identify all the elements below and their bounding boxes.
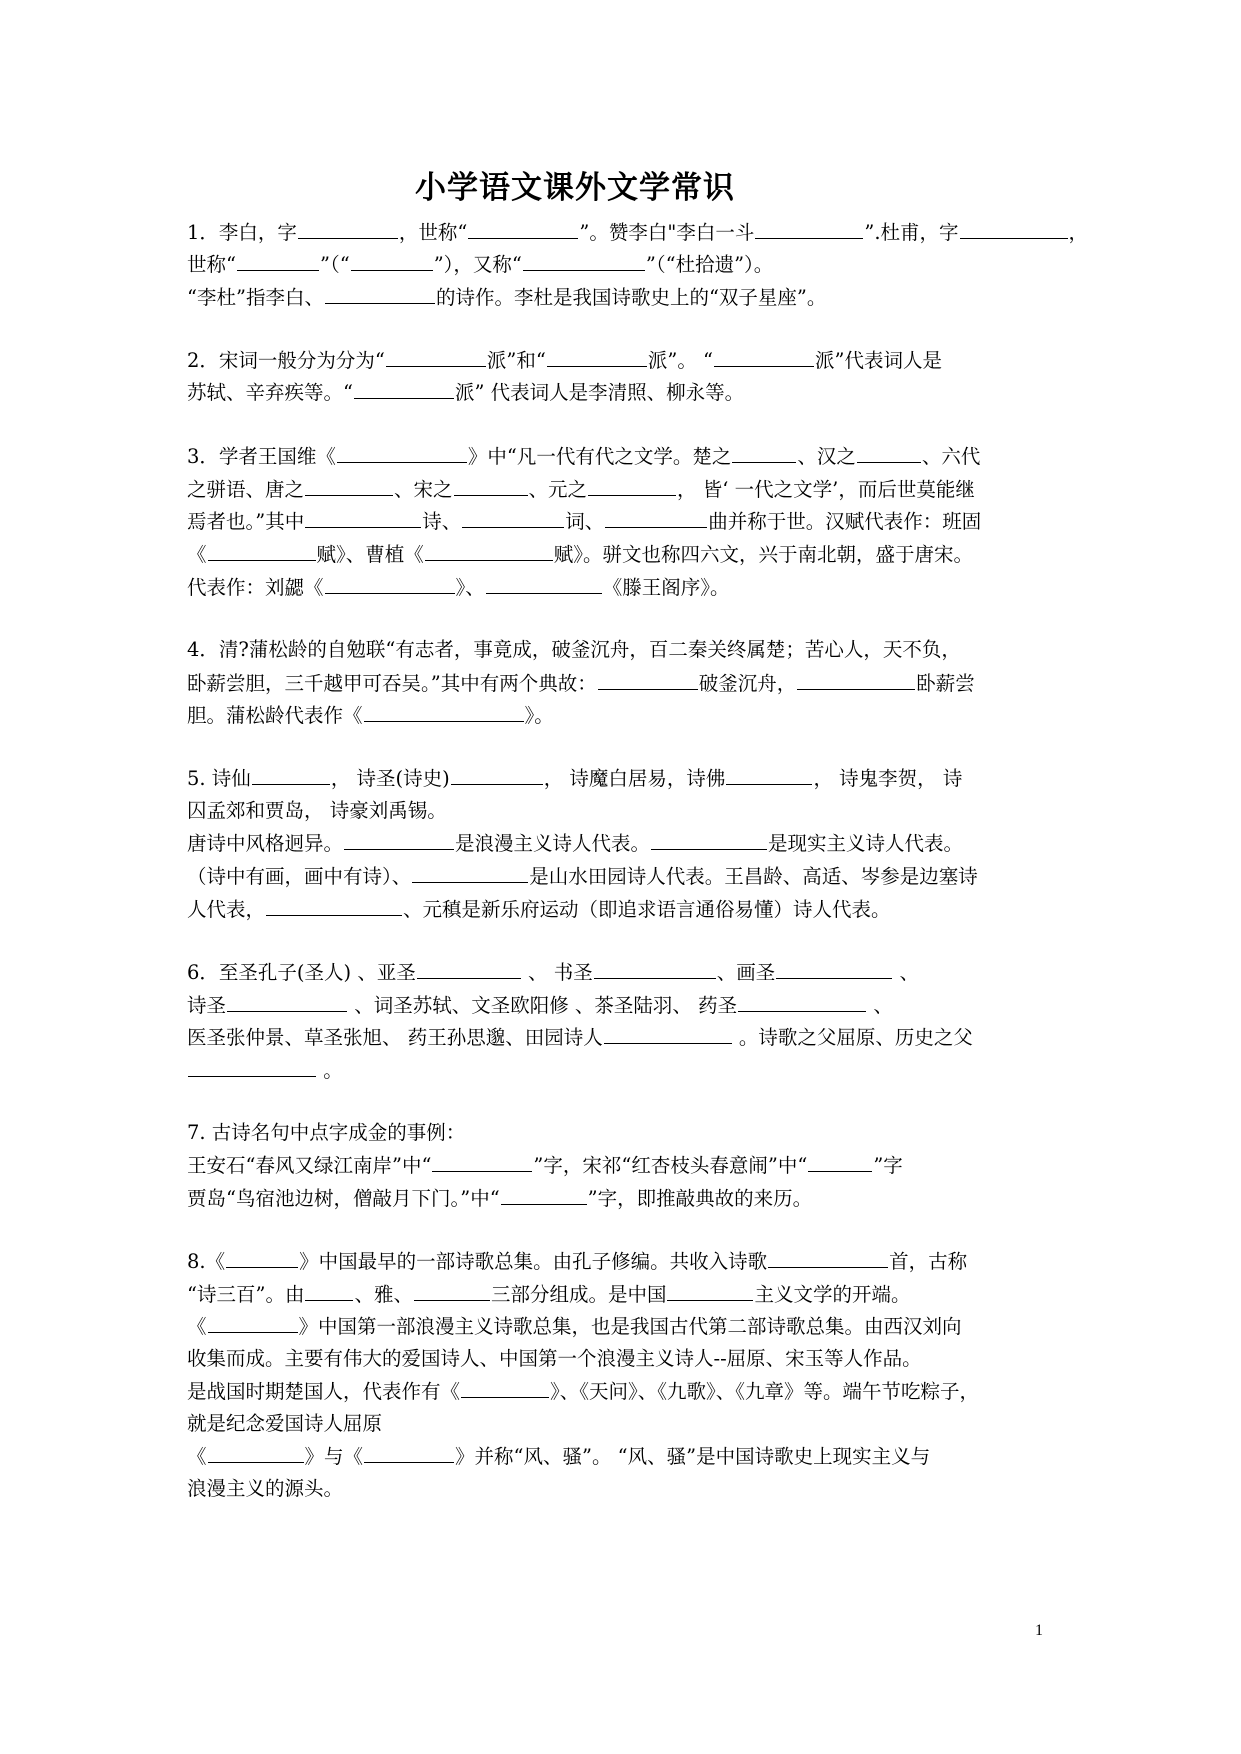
text-segment: 派”和“ bbox=[486, 349, 546, 372]
fill-in-blank[interactable] bbox=[776, 958, 892, 979]
text-segment: 唐诗中风格迥异。 bbox=[187, 832, 344, 855]
fill-in-blank[interactable] bbox=[454, 475, 528, 496]
fill-in-blank[interactable] bbox=[414, 1280, 490, 1301]
text-segment: 医圣张仲景、草圣张旭、 药王孙思邈、田园诗人 bbox=[187, 1026, 603, 1049]
fill-in-blank[interactable] bbox=[605, 507, 707, 528]
text-segment: 王安石“春风又绿江南岸”中“ bbox=[187, 1154, 432, 1177]
text-segment: 是浪漫主义诗人代表。 bbox=[455, 832, 651, 855]
fill-in-blank[interactable] bbox=[755, 218, 863, 239]
text-segment: 》、 bbox=[455, 576, 485, 599]
text-line bbox=[187, 669, 975, 697]
text-segment: 、 bbox=[867, 994, 893, 1017]
text-line bbox=[187, 218, 1088, 246]
fill-in-blank[interactable] bbox=[325, 283, 435, 304]
fill-in-blank[interactable] bbox=[252, 764, 330, 785]
text-segment: 》并称“风、骚”。 “风、骚”是中国诗歌史上现实主义与 bbox=[455, 1445, 931, 1468]
text-line bbox=[187, 862, 978, 890]
text-segment: 《 bbox=[187, 1315, 207, 1338]
text-segment: 3．学者王国维《 bbox=[187, 445, 336, 468]
text-segment: ，世称“ bbox=[398, 221, 468, 244]
fill-in-blank[interactable] bbox=[337, 442, 467, 463]
text-segment: 就是纪念爱国诗人屈原 bbox=[187, 1412, 383, 1435]
text-segment: 2．宋词一般分为分为“ bbox=[187, 349, 385, 372]
text-segment: ， 诗圣(诗史) bbox=[330, 767, 450, 790]
fill-in-blank[interactable] bbox=[523, 250, 645, 271]
text-segment: 词、 bbox=[565, 510, 605, 533]
text-line bbox=[187, 701, 554, 729]
text-segment: 、雅、 bbox=[354, 1283, 413, 1306]
text-segment: 《滕王阁序》。 bbox=[602, 576, 730, 599]
text-segment: 派”。 “ bbox=[647, 349, 713, 372]
text-segment: 、 bbox=[893, 961, 919, 984]
text-segment: 。诗歌之父屈原、历史之父 bbox=[732, 1026, 973, 1049]
text-line bbox=[187, 540, 973, 568]
text-line bbox=[187, 1475, 343, 1503]
fill-in-blank[interactable] bbox=[364, 1442, 454, 1463]
text-segment: ”。赞李白"李白一斗 bbox=[579, 221, 755, 244]
text-segment: 。 bbox=[317, 1059, 343, 1082]
text-segment: 世称“ bbox=[187, 253, 236, 276]
text-segment: ， bbox=[1068, 221, 1089, 244]
fill-in-blank[interactable] bbox=[547, 346, 647, 367]
fill-in-blank[interactable] bbox=[417, 958, 521, 979]
fill-in-blank[interactable] bbox=[960, 218, 1068, 239]
fill-in-blank[interactable] bbox=[325, 573, 455, 594]
text-line bbox=[187, 764, 962, 792]
text-segment: 、六代 bbox=[921, 445, 981, 468]
text-line bbox=[187, 1023, 973, 1051]
text-segment: ”字 bbox=[873, 1154, 903, 1177]
fill-in-blank[interactable] bbox=[857, 442, 921, 463]
text-line bbox=[187, 1119, 465, 1147]
text-segment: 、 书圣 bbox=[521, 961, 593, 984]
page-number: 1 bbox=[1035, 1622, 1043, 1639]
text-segment: 7. 古诗名句中点字成金的事例： bbox=[187, 1121, 466, 1144]
text-segment: ”（“杜拾遗”）。 bbox=[645, 253, 774, 276]
text-segment: 之骈语、唐之 bbox=[187, 478, 305, 501]
fill-in-blank[interactable] bbox=[714, 346, 814, 367]
fill-in-blank[interactable] bbox=[808, 1151, 872, 1172]
text-segment: 、词圣苏轼、文圣欧阳修 、茶圣陆羽、 药圣 bbox=[348, 994, 738, 1017]
text-segment: ”），又称“ bbox=[433, 253, 522, 276]
text-segment: 》。 bbox=[524, 704, 554, 727]
text-segment: 首，古称 bbox=[889, 1250, 968, 1273]
fill-in-blank[interactable] bbox=[667, 1280, 753, 1301]
text-segment: 《 bbox=[187, 1445, 207, 1468]
fill-in-blank[interactable] bbox=[462, 507, 564, 528]
text-line bbox=[187, 991, 893, 1019]
text-line bbox=[187, 895, 891, 923]
text-segment: 胆。蒲松龄代表作《 bbox=[187, 704, 363, 727]
fill-in-blank[interactable] bbox=[468, 218, 578, 239]
text-line bbox=[187, 250, 773, 278]
fill-in-blank[interactable] bbox=[432, 1151, 532, 1172]
text-segment: 破釜沉舟， bbox=[698, 672, 797, 695]
text-line bbox=[187, 797, 447, 825]
fill-in-blank[interactable] bbox=[451, 764, 543, 785]
text-segment: 、宋之 bbox=[394, 478, 453, 501]
text-segment: 、汉之 bbox=[797, 445, 856, 468]
fill-in-blank[interactable] bbox=[227, 991, 347, 1012]
text-segment: 6．至圣孔子(圣人) 、亚圣 bbox=[187, 961, 416, 984]
text-segment: 卧薪尝 bbox=[916, 672, 975, 695]
fill-in-blank[interactable] bbox=[226, 1247, 298, 1268]
text-line bbox=[187, 958, 919, 986]
page-title: 小学语文课外文学常识 bbox=[415, 170, 735, 206]
text-segment: 、元之 bbox=[528, 478, 588, 501]
text-line bbox=[187, 1410, 382, 1438]
text-line bbox=[187, 1151, 903, 1179]
text-segment: “诗三百”。由 bbox=[187, 1283, 305, 1306]
text-segment: ， 诗鬼李贺， 诗 bbox=[813, 767, 963, 790]
text-segment: 囚孟郊和贾岛， 诗豪刘禹锡。 bbox=[187, 799, 447, 822]
text-segment: 是现实主义诗人代表。 bbox=[768, 832, 964, 855]
text-line bbox=[187, 1184, 812, 1212]
text-segment: 是山水田园诗人代表。王昌龄、高适、岑参是边塞诗 bbox=[529, 865, 978, 888]
text-segment: 浪漫主义的源头。 bbox=[187, 1477, 344, 1500]
fill-in-blank[interactable] bbox=[726, 764, 812, 785]
fill-in-blank[interactable] bbox=[386, 346, 486, 367]
text-line bbox=[187, 442, 980, 470]
fill-in-blank[interactable] bbox=[298, 218, 398, 239]
text-line bbox=[187, 475, 975, 503]
text-line bbox=[187, 283, 826, 311]
text-segment: 曲并称于世。汉赋代表作：班固 bbox=[708, 510, 982, 533]
fill-in-blank[interactable] bbox=[486, 573, 602, 594]
text-segment: 5. 诗仙 bbox=[187, 767, 251, 790]
fill-in-blank[interactable] bbox=[732, 442, 796, 463]
fill-in-blank[interactable] bbox=[354, 378, 454, 399]
text-segment: 诗、 bbox=[422, 510, 462, 533]
fill-in-blank[interactable] bbox=[351, 250, 433, 271]
text-segment: ”字，即推敲典故的来历。 bbox=[587, 1187, 813, 1210]
fill-in-blank[interactable] bbox=[604, 1023, 732, 1044]
fill-in-blank[interactable] bbox=[425, 540, 553, 561]
text-segment: 主义文学的开端。 bbox=[754, 1283, 911, 1306]
text-segment: 是战国时期楚国人，代表作有《 bbox=[187, 1380, 461, 1403]
text-line bbox=[187, 1280, 911, 1308]
fill-in-blank[interactable] bbox=[594, 958, 716, 979]
fill-in-blank[interactable] bbox=[501, 1184, 587, 1205]
fill-in-blank[interactable] bbox=[208, 540, 316, 561]
text-segment: ”（“ bbox=[319, 253, 350, 276]
fill-in-blank[interactable] bbox=[738, 991, 866, 1012]
text-segment: ， 皆‘ 一代之文学’，而后世莫能继 bbox=[677, 478, 975, 501]
text-line bbox=[187, 507, 981, 535]
text-line bbox=[187, 573, 730, 601]
text-segment: 》中“凡一代有代之文学。楚之 bbox=[467, 445, 732, 468]
text-line bbox=[187, 1377, 979, 1405]
text-segment: 收集而成。主要有伟大的爱国诗人、中国第一个浪漫主义诗人--屈原、宋玉等人作品。 bbox=[187, 1347, 922, 1370]
text-segment: 》中国第一部浪漫主义诗歌总集，也是我国古代第二部诗歌总集。由西汉刘向 bbox=[298, 1315, 962, 1338]
fill-in-blank[interactable] bbox=[344, 829, 454, 850]
text-line bbox=[187, 1442, 930, 1470]
fill-in-blank[interactable] bbox=[237, 250, 319, 271]
text-line bbox=[187, 636, 961, 664]
fill-in-blank[interactable] bbox=[412, 862, 528, 883]
text-segment: 《 bbox=[187, 543, 207, 566]
text-segment: 8.《 bbox=[187, 1250, 226, 1273]
text-segment: 卧薪尝胆，三千越甲可吞吴。”其中有两个典故： bbox=[187, 672, 597, 695]
fill-in-blank[interactable] bbox=[651, 829, 767, 850]
text-segment: 诗圣 bbox=[187, 994, 227, 1017]
text-segment: 苏轼、辛弃疾等。“ bbox=[187, 381, 353, 404]
fill-in-blank[interactable] bbox=[305, 1280, 353, 1301]
text-segment: 派” 代表词人是李清照、柳永等。 bbox=[454, 381, 745, 404]
fill-in-blank[interactable] bbox=[305, 475, 393, 496]
text-line bbox=[187, 1345, 922, 1373]
fill-in-blank[interactable] bbox=[598, 669, 698, 690]
fill-in-blank[interactable] bbox=[188, 1056, 316, 1077]
text-segment: 焉者也。”其中 bbox=[187, 510, 305, 533]
fill-in-blank[interactable] bbox=[266, 895, 402, 916]
text-segment: 4．清?蒲松龄的自勉联“有志者，事竟成，破釜沉舟，百二秦关终属楚；苦心人，天不负， bbox=[187, 638, 961, 661]
text-segment: ”字，宋祁“红杏枝头春意闹”中“ bbox=[533, 1154, 808, 1177]
text-segment: 、画圣 bbox=[716, 961, 776, 984]
text-segment: ”.杜甫，字 bbox=[864, 221, 959, 244]
text-segment: 的诗作。李杜是我国诗歌史上的“双子星座”。 bbox=[435, 286, 827, 309]
text-segment: 赋》。骈文也称四六文，兴于南北朝，盛于唐宋。 bbox=[553, 543, 974, 566]
text-segment: 、元稹是新乐府运动（即追求语言通俗易懂）诗人代表。 bbox=[403, 898, 891, 921]
text-segment: （诗中有画，画中有诗）、 bbox=[187, 865, 412, 888]
text-segment: 赋》、曹植《 bbox=[316, 543, 424, 566]
text-line bbox=[187, 829, 963, 857]
fill-in-blank[interactable] bbox=[768, 1247, 888, 1268]
fill-in-blank[interactable] bbox=[461, 1377, 549, 1398]
fill-in-blank[interactable] bbox=[364, 701, 524, 722]
text-segment: 人代表， bbox=[187, 898, 266, 921]
text-line bbox=[187, 1247, 967, 1275]
text-segment: “李杜”指李白、 bbox=[187, 286, 324, 309]
fill-in-blank[interactable] bbox=[797, 669, 915, 690]
fill-in-blank[interactable] bbox=[305, 507, 421, 528]
fill-in-blank[interactable] bbox=[208, 1312, 298, 1333]
text-segment: 贾岛“鸟宿池边树，僧敲月下门。”中“ bbox=[187, 1187, 500, 1210]
text-segment: 代表作：刘勰《 bbox=[187, 576, 324, 599]
text-segment: ， 诗魔白居易，诗佛 bbox=[543, 767, 726, 790]
text-segment: 》中国最早的一部诗歌总集。由孔子修编。共收入诗歌 bbox=[299, 1250, 768, 1273]
text-line bbox=[187, 1056, 343, 1084]
text-segment: 1．李白，字 bbox=[187, 221, 297, 244]
fill-in-blank[interactable] bbox=[208, 1442, 304, 1463]
text-segment: 派”代表词人是 bbox=[814, 349, 942, 372]
text-line bbox=[187, 346, 942, 374]
fill-in-blank[interactable] bbox=[588, 475, 676, 496]
text-segment: 》与《 bbox=[304, 1445, 364, 1468]
text-line bbox=[187, 1312, 962, 1340]
text-line bbox=[187, 378, 744, 406]
text-segment: 》、《天问》、《九歌》、《九章》等。端午节吃粽子， bbox=[550, 1380, 980, 1403]
text-segment: 三部分组成。是中国 bbox=[490, 1283, 667, 1306]
